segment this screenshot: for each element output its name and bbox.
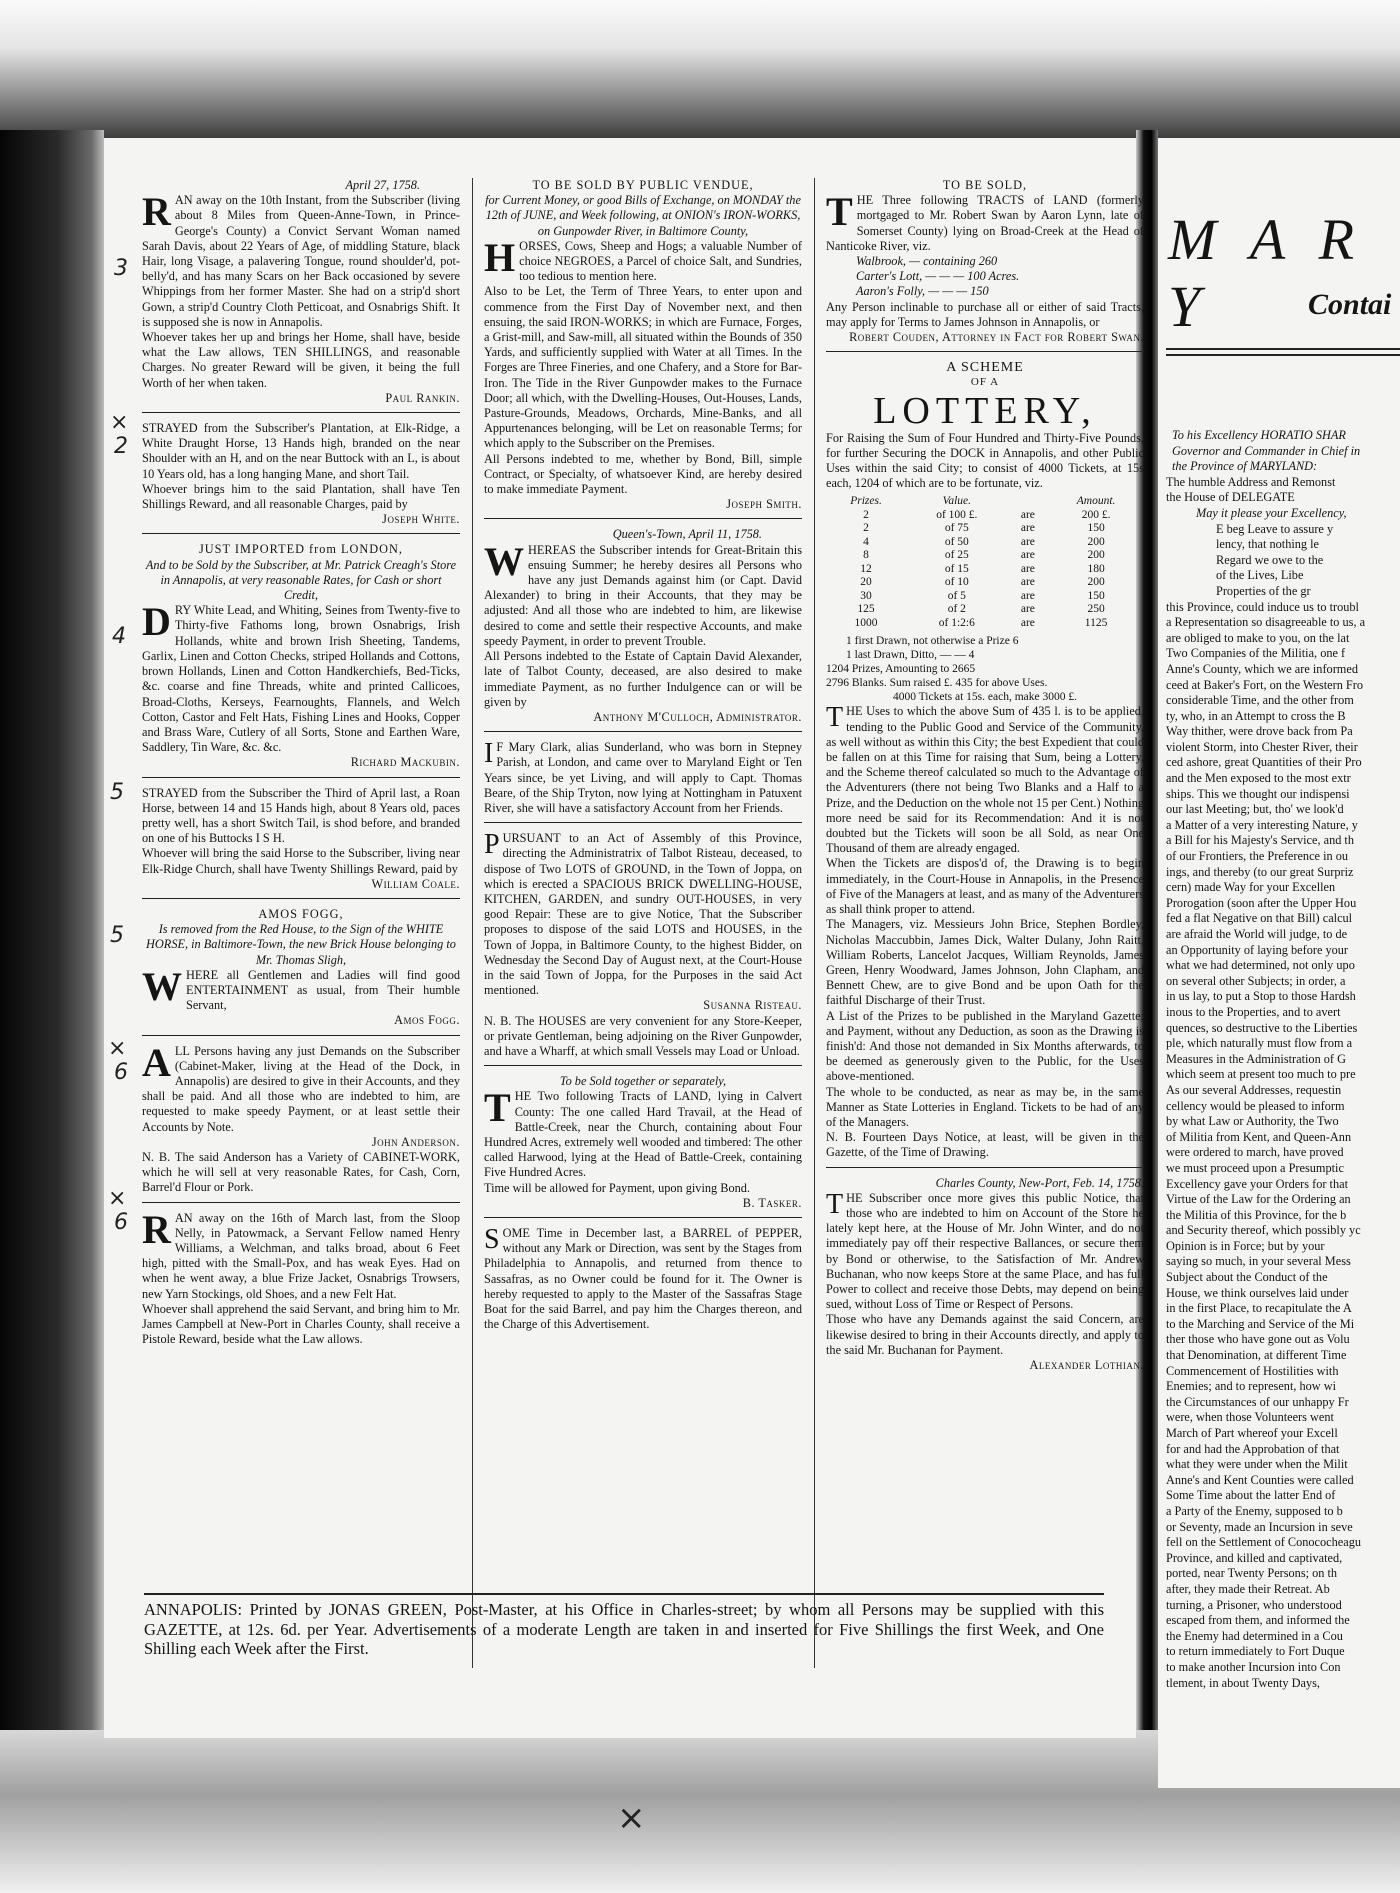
ad-headline: TO BE SOLD BY PUBLIC VENDUE, — [532, 178, 754, 192]
ad-body-2: Also to be Let, the Term of Three Years, to enter upon and commence from the First Day of November next, and then ensuing, the said IRON-WORKS; in which are Furnace, Forges, a Grist-mill, and Saw-mill, all situated within the Bounds of 350 Yards, and sufficiently supplied with Water at all Times. In the Forges are Three Fineries, and one Chafery, and a Store for Bar-Iron. The Tide in the River Gunpowder makes to the Furnace Door; all which, with the Dwelling-Houses, Out-Houses, Lands, Pasture-Grounds, Meadows, Orchards, Mine-Banks, and all Appurtenances belonging, will be Let on reasonable Terms; for which apply to the Subscriber on the Premises. — [484, 284, 802, 451]
address-line: Opinion is in Force; but by your — [1166, 1238, 1325, 1253]
ad-signature: Susanna Risteau. — [703, 998, 802, 1013]
prize-row — [826, 590, 1144, 604]
ad-body: HERE all Gentlemen and Ladies will find good ENTERTAINMENT as usual, from Their humble Servant, — [186, 967, 460, 1013]
address-line: an Opportunity of laying before your — [1166, 942, 1349, 957]
address-line: are afraid the World will judge, to de — [1166, 927, 1348, 941]
drop-initial: H — [484, 234, 516, 280]
address-line: Anne's and Kent Counties were called — [1166, 1472, 1354, 1487]
address-line: the Province of MARYLAND: — [1172, 459, 1318, 474]
ad-body: LL Persons having any just Demands on the Subscriber (Cabinet-Maker, living at the Head of the Dock, in Annapolis) are desired to give in their Accounts, and they shall be paid. And all those who are indebted to him, are requested to make speedy Payment, or at least settle their Accounts by Note. — [142, 1043, 460, 1134]
address-line: for and had the Approbation of that — [1166, 1441, 1340, 1456]
ad-signature: Robert Couden, Attorney in Fact for Robert Swan. — [849, 330, 1144, 345]
prize-cell: 150 — [1087, 589, 1105, 602]
address-line: lency, that nothing le — [1216, 537, 1320, 552]
ad-strayed-horse-white — [142, 419, 460, 534]
ad-subhead: for Current Money, or good Bills of Exchange, on MONDAY the 12th of JUNE, and Week following, at ONION's IRON-WORKS, on Gunpowder River, in Baltimore County, — [485, 193, 801, 238]
address-line: a Representation so disagreeable to us, a — [1166, 615, 1366, 630]
header-cell — [1008, 495, 1049, 509]
ad-body: RY White Lead, and Whiting, Seines from Twenty-five to Thirty-five Fathoms long, brown Osnabrigs, Irish Hollands, white and brown Irish Sheeting, Tandems, Garlix, Linen and Cotton Checks, striped Hollands and Cottons, brown Hollands, Linen and Cotton Handkerchiefs, Bed-Ticks, &c. coarse and fine Threads, white and printed Callicoes, Broad-Cloths, Kerseys, Fearnoughts, Flannels, and Welch Cotton, Castor and Felt Hats, Fishing Lines and Hooks, Copper and Brass Ware, Cutlery of all Sorts, Stone and Earthen Ware, Saddlery, Tin Ware, &c. &c. — [142, 603, 460, 755]
address-line: May it please your Excellency, — [1196, 505, 1347, 520]
ad-signature: William Coale. — [371, 876, 460, 891]
address-line: Two Companies of the Militia, one f — [1166, 646, 1346, 661]
address-line: and Security thereof, which possibly yc — [1166, 1223, 1361, 1238]
prize-cell: 200 £. — [1081, 508, 1111, 521]
address-line: ceed at Baker's Fort, on the Western Fro — [1166, 677, 1364, 692]
prize-cell: 1000 — [854, 616, 878, 629]
prize-cell: of 5 — [947, 589, 966, 602]
masthead-rule — [1166, 354, 1400, 356]
address-line: ced ashore, great Quantities of their Pro — [1166, 755, 1362, 770]
ad-headline: TO BE SOLD, — [942, 178, 1028, 192]
drop-initial: T — [826, 1188, 844, 1220]
lottery-heading-1: A SCHEME — [946, 360, 1024, 376]
prize-cell: of 50 — [944, 535, 969, 548]
ad-runaway-henry-williams — [142, 1206, 460, 1354]
address-line: this Province, could induce us to troubl — [1166, 599, 1359, 614]
ad-just-imported — [142, 540, 460, 777]
prize-cell: of 10 — [944, 576, 969, 589]
handwritten-mark: 6 — [114, 1060, 128, 1085]
address-line: to return immediately to Fort Duque — [1166, 1644, 1345, 1659]
address-line: Excellency gave your Orders for that — [1166, 1176, 1348, 1191]
address-line: cern) made Way for your Excellen — [1166, 880, 1336, 895]
address-line: our last Meeting; but, tho' we look'd — [1166, 802, 1344, 817]
masthead-subtitle: Contai — [1308, 288, 1392, 321]
address-line: The humble Address and Remonst — [1166, 474, 1336, 489]
prize-cell: are — [1020, 508, 1035, 521]
drop-initial: T — [826, 189, 853, 235]
lottery-nota-bene: N. B. Fourteen Days Notice, at least, will be given in the Gazette, of the Time of Drawing. — [826, 1130, 1144, 1160]
address-line: or Seventy, made an Incursion in seve — [1166, 1519, 1353, 1534]
handwritten-mark: 4 — [112, 624, 126, 649]
address-line: the Militia of this Province, for the b — [1166, 1207, 1347, 1222]
handwritten-mark: × — [108, 1036, 127, 1061]
prize-cell: of 1:2:6 — [938, 616, 975, 629]
column-1 — [142, 176, 460, 1359]
handwritten-mark: 5 — [110, 780, 124, 805]
address-line: we must proceed upon a Presumptic — [1166, 1160, 1344, 1175]
ad-body-2: All Persons indebted to the Estate of Captain David Alexander, late of Talbot County, deceased, are also desired to make immediate Payment, as no further Indulgence can or will be given by — [484, 649, 802, 709]
ad-body-2: Whoever takes her up and brings her Home, shall have, beside what the Law allows, TEN SHILLINGS, and reasonable Charges. No greater Reward will be given, it being the full Worth of her when taken. — [142, 330, 460, 390]
drop-initial: P — [484, 829, 500, 861]
drop-initial: R — [142, 189, 171, 235]
ad-body-2: Whoever brings him to the said Plantation, shall have Ten Shillings Reward, and all reasonable Charges, paid by — [142, 481, 460, 512]
column-rule — [814, 178, 815, 1668]
address-line: ported, near Twenty Persons; on th — [1166, 1566, 1338, 1581]
prize-cell: of 100 £. — [936, 508, 978, 521]
address-text — [1166, 428, 1400, 1691]
prize-cell: 20 — [860, 576, 872, 589]
prize-cell: 30 — [860, 589, 872, 602]
tickets-total: 4000 Tickets at 15s. each, make 3000 £. — [893, 691, 1077, 704]
prize-cell: 250 — [1087, 603, 1105, 616]
address-line: the Circumstances of our unhappy Fr — [1166, 1394, 1349, 1409]
address-line: fell on the Settlement of Conococheagu — [1166, 1535, 1361, 1550]
address-line: ships. This we thought our indispensi — [1166, 786, 1350, 801]
prize-cell: are — [1020, 616, 1035, 629]
drop-initial: A — [142, 1039, 171, 1085]
address-line: Way thither, were drove back from Pa — [1166, 724, 1353, 739]
address-line: the Enemy had determined in a Cou — [1166, 1628, 1343, 1643]
address-line: considerable Time, and the other from — [1166, 693, 1354, 708]
ad-headline: AMOS FOGG, — [258, 906, 344, 921]
drop-initial: W — [484, 538, 524, 584]
ad-subhead: And to be Sold by the Subscriber, at Mr. Patrick Creagh's Store in Annapolis, at very reasonable Rates, for Cash or short Credit, — [145, 557, 457, 603]
ad-signature: Paul Rankin. — [385, 390, 460, 405]
ad-body: HE Subscriber once more gives this public Notice, that those who are indebted to him on Account of the Store he lately kept here, at the House of Mr. John Winter, and do not immediately pay off their respective Ballances, or secure them by Bond or otherwise, to the Satisfaction of Mr. Andrew Buchanan, who now keeps Store at the same Place, and has full Power to collect and receive those Debts, may depend on being sued, without Loss of Time or Respect of Persons. — [826, 1190, 1144, 1312]
address-line: of the Lives, Libe — [1216, 568, 1304, 583]
address-line: Subject about the Conduct of the — [1166, 1270, 1328, 1285]
header-cell: Prizes. — [850, 495, 882, 508]
address-line: turning, a Prisoner, who understood — [1166, 1597, 1342, 1612]
address-line: after, they made their Retreat. Ab — [1166, 1581, 1330, 1596]
handwritten-mark: × — [110, 410, 129, 435]
prize-cell: of 75 — [944, 522, 969, 535]
prize-cell: 4 — [863, 535, 869, 548]
tract-line: Carter's Lott, — — — 100 Acres. — [856, 269, 1020, 284]
handwritten-mark: × — [108, 1186, 127, 1211]
prize-extra: 1 first Drawn, not otherwise a Prize 6 — [846, 635, 1019, 648]
prize-cell: 200 — [1087, 535, 1105, 548]
prize-cell: are — [1020, 576, 1035, 589]
masthead-rule — [1166, 348, 1400, 350]
address-line: Prorogation (soon after the Upper Hou — [1166, 895, 1357, 910]
column-3 — [826, 176, 1144, 1385]
address-line: that Denomination, at different Time — [1166, 1348, 1347, 1363]
prize-cell: are — [1020, 562, 1035, 575]
ad-signature: Joseph White. — [382, 512, 460, 527]
ad-signature: Richard Mackubin. — [350, 755, 460, 770]
prize-row — [826, 536, 1144, 550]
address-line: in us lay, to put a Stop to those Hardsh — [1166, 989, 1356, 1004]
address-line: in the first Place, to recapitulate the A — [1166, 1301, 1352, 1316]
masthead-title: M A R Y — [1168, 207, 1365, 339]
address-line: were ordered to march, have proved — [1166, 1145, 1344, 1160]
lottery-title: LOTTERY, — [873, 389, 1097, 432]
address-line: To his Excellency HORATIO SHAR — [1172, 428, 1346, 442]
ad-john-anderson — [142, 1039, 460, 1203]
ad-nota-bene: N. B. The said Anderson has a Variety of CABINET-WORK, which he will sell at very reasonable Rates, for Cash, Corn, Barrel'd Flour or Pork. — [142, 1149, 460, 1195]
address-line: inous to the Properties, and to avert — [1166, 1004, 1341, 1019]
ad-signature: John Anderson. — [371, 1134, 460, 1149]
address-line: of our Frontiers, the Preference in ou — [1166, 849, 1349, 864]
drop-initial: S — [484, 1224, 500, 1255]
column-2 — [484, 176, 802, 1344]
ad-tracts-of-land — [826, 176, 1144, 352]
printer-imprint: ANNAPOLIS: Printed by JONAS GREEN, Post-Master, at his Office in Charles-street; by whom all Persons may be supplied with this GAZETTE, at 12s. 6d. per Year. Advertisements of a moderate Length are taken in and inserted for Five Shillings the first Week, and One Shilling each Week after the First. — [144, 1600, 1104, 1658]
lottery-intro: For Raising the Sum of Four Hundred and Thirty-Five Pounds, for further Securing the DOCK in Annapolis, and other Public Uses within the said City; to consist of 4000 Tickets, at 15s each, 1204 of which are to be fortunate, viz. — [826, 430, 1144, 491]
ad-amos-fogg — [142, 905, 460, 1036]
address-line: escaped from them, and informed the — [1166, 1613, 1350, 1628]
handwritten-mark: 3 — [114, 256, 128, 281]
ad-b-tasker — [484, 1072, 802, 1218]
address-line: quences, so destructive to the Liberties — [1166, 1020, 1358, 1035]
address-line: what we had determined, not only upo — [1166, 958, 1355, 973]
ad-body: HE Two following Tracts of LAND, lying in Calvert County: The one called Hard Travail, at the Head of Battle-Creek, near the Church, containing about Four Hundred Acres, extremely well wooded and timbered: The other called Harwood, lying at the Head of Battle-Creek, containing Five Hundred Acres. — [484, 1089, 802, 1180]
address-line: Governor and Commander in Chief in — [1172, 443, 1361, 458]
address-line: the House of DELEGATE — [1166, 490, 1295, 505]
address-line: ty, who, in an Attempt to cross the B — [1166, 708, 1346, 723]
tract-line: Aaron's Folly, — — — 150 — [856, 284, 989, 299]
ad-public-vendue — [484, 176, 802, 519]
lottery-body-3: The Managers, viz. Messieurs John Brice, Stephen Bordley, Nicholas Maccubbin, James Dick, Walter Dulany, John Raitt, William Roberts, Lancelot Jacques, William Reynolds, James Green, Henry Woodward, James Johnson, John Clapham, and Bennett Chew, are to give Bond and be upon Oath for the faithful Discharge of their Trust. — [826, 917, 1144, 1008]
ad-subhead: Is removed from the Red House, to the Sign of the WHITE HORSE, in Baltimore-Town, the new Brick House belonging to Mr. Thomas Sligh, — [146, 922, 456, 967]
address-line: cellency would be pleased to inform — [1166, 1098, 1345, 1113]
prize-rows — [826, 509, 1144, 631]
prize-cell: 8 — [863, 549, 869, 562]
address-line: E beg Leave to assure y — [1216, 521, 1334, 536]
ad-body: F Mary Clark, alias Sunderland, who was born in Stepney Parish, at London, and came over to Maryland Eight or Ten Years since, be yet Living, and will apply to Capt. Thomas Beare, of the Ship Tryton, now lying at Nottingham in Patuxent River, she will have a satisfactory Account from her Friends. — [484, 740, 802, 815]
address-line: on several other Subjects; in order, a — [1166, 973, 1346, 988]
lottery-body-5: The whole to be conducted, as near as may be, in the same Manner as State Lotteries in England. Tickets to be had of any of the Managers. — [826, 1084, 1144, 1129]
address-line: ple, which naturally must flow from a — [1166, 1036, 1353, 1051]
ad-headline: To be Sold together or separately, — [559, 1074, 727, 1089]
address-line: ings, and thereby (to our great Surpriz — [1166, 864, 1354, 879]
prize-row — [826, 603, 1144, 617]
ad-body: HE Three following TRACTS of LAND (formerly mortgaged to Mr. Robert Swan by Aaron Lynn, late of Somerset County) lying on Broad-Creek at the Head of Nanticoke River, viz. — [826, 193, 1144, 253]
ad-body-2: Time will be allowed for Payment, upon giving Bond. — [484, 1180, 750, 1195]
drop-initial: I — [484, 738, 494, 770]
prize-cell: are — [1020, 603, 1035, 616]
ad-mary-clark — [484, 738, 802, 823]
address-line: Enemies; and to represent, how wi — [1166, 1379, 1337, 1394]
ad-runaway-sarah-davis — [142, 176, 460, 413]
address-line: saying so much, in your several Mess — [1166, 1254, 1351, 1269]
prize-cell: 2 — [863, 522, 869, 535]
address-line: and the Men exposed to the most extr — [1166, 771, 1351, 786]
address-line: Measures in the Administration of G — [1166, 1051, 1346, 1066]
prize-cell: 200 — [1087, 576, 1105, 589]
handwritten-mark: × — [617, 1798, 646, 1838]
blank-total: 2796 Blanks. Sum raised £. 435 for above Uses. — [826, 677, 1048, 690]
address-line: violent Storm, into Chester River, their — [1166, 739, 1358, 754]
prize-cell: are — [1020, 535, 1035, 548]
book-spine — [0, 130, 104, 1760]
ad-body-2: Whoever will bring the said Horse to the Subscriber, living near Elk-Ridge Church, shall have Twenty Shillings Reward, paid by — [142, 846, 460, 876]
ad-headline: JUST IMPORTED from LONDON, — [198, 542, 404, 557]
prize-row — [826, 509, 1144, 523]
prize-total: 1204 Prizes, Amounting to 2665 — [826, 663, 976, 676]
address-line: Commencement of Hostilities with — [1166, 1363, 1339, 1378]
ad-signature: Joseph Smith. — [726, 497, 802, 512]
prize-cell: are — [1020, 589, 1035, 602]
ad-nota-bene: N. B. The HOUSES are very convenient for any Store-Keeper, or private Gentleman, being adjoining on the River Gunpowder, and have a Wharff, at which small Vessels may Load or Unload. — [484, 1013, 802, 1058]
address-line: ther those who have gone out as Volu — [1166, 1332, 1350, 1347]
address-line: a Bill for his Majesty's Service, and th — [1166, 833, 1355, 848]
prize-cell: 200 — [1087, 549, 1105, 562]
ad-signature: Anthony M'Culloch, Administrator. — [593, 709, 802, 724]
ad-body: AN away on the 10th Instant, from the Subscriber (living about 8 Miles from Queen-Anne-Town, in Prince-George's County) a Convict Servant Woman named Sarah Davis, about 22 Years of Age, of middling Stature, black Hair, long Visage, a palavering Tongue, round shoulder'd, pot-belly'd, and has many Scars on her Back occasioned by severe Whippings from her former Master. She had on a strip'd short Gown, a strip'd Country Cloth Petticoat, and Osnabrigs Shift. It is supposed she is now in Annapolis. — [142, 193, 460, 329]
handwritten-mark: 6 — [114, 1210, 128, 1235]
prize-cell: 150 — [1087, 522, 1105, 535]
address-line: Regard we owe to the — [1216, 552, 1324, 567]
address-line: As our several Addresses, requestin — [1166, 1082, 1342, 1097]
address-line: Anne's County, which we are informed — [1166, 661, 1358, 676]
address-line: Some Time about the latter End of — [1166, 1488, 1336, 1503]
prize-cell: of 2 — [947, 603, 966, 616]
ad-alexander-lothian — [826, 1174, 1144, 1380]
handwritten-mark: 2 — [114, 434, 128, 459]
drop-initial: T — [484, 1085, 511, 1131]
prize-cell: 12 — [860, 562, 872, 575]
drop-initial: W — [142, 963, 182, 1009]
drop-initial: D — [142, 599, 171, 645]
address-line: fed a flat Negative on that Bill) calcul — [1166, 911, 1353, 926]
prize-table-header — [826, 495, 1144, 509]
prize-cell: are — [1020, 522, 1035, 535]
ad-body-3: All Persons indebted to me, whether by Bond, Bill, simple Contract, or Specialty, of whatsoever Kind, are hereby desired to make immediate Payment. — [484, 451, 802, 497]
handwritten-mark: 5 — [110, 923, 124, 948]
ad-body: STRAYED from the Subscriber's Plantation, at Elk-Ridge, a White Draught Horse, 13 Hands high, branded on the near Shoulder with an H, and on the near Buttock with an L, is about 10 Years old, has a long hanging Mane, and short Tail. — [142, 421, 460, 481]
prize-cell: are — [1020, 549, 1035, 562]
address-line: what they were under when the Milit — [1166, 1457, 1348, 1472]
address-line: House, we think ourselves laid under — [1166, 1285, 1349, 1300]
address-line: to make another Incursion into Con — [1166, 1659, 1341, 1674]
lottery-body-4: A List of the Prizes to be published in the Maryland Gazette; and Payment, without any Deduction, as soon as the Drawing is finish'd: And those not demanded in Six Months afterwards, to be deemed as generously given to the Public, for the Uses above-mentioned. — [826, 1008, 1144, 1084]
ad-date: April 27, 1758. — [345, 178, 420, 192]
prize-row — [826, 576, 1144, 590]
prize-table — [826, 495, 1144, 630]
imprint-rule — [144, 1593, 1104, 1595]
ad-body: AN away on the 16th of March last, from the Sloop Nelly, in Patowmack, a Servant Fellow named Henry Williams, a Welchman, and talks broad, about 6 Feet high, pitted with the Small-Pox, and has weak Eyes. Had on when he went away, a blue Frize Jacket, Osnabrigs Trowsers, new Yarn Stockings, old Shoes, and a new Felt Hat. — [142, 1210, 460, 1301]
address-line: a Party of the Enemy, supposed to b — [1166, 1503, 1343, 1518]
address-line: Province, and killed and captivated, — [1166, 1550, 1343, 1565]
ad-body: ORSES, Cows, Sheep and Hogs; a valuable Number of choice NEGROES, a Parcel of choice Salt, and Sundries, too tedious to mention here. — [519, 238, 802, 284]
prize-extra: 1 last Drawn, Ditto, — — 4 — [846, 649, 975, 662]
lottery-body: HE Uses to which the above Sum of 435 l. is to be applied, tending to the Public Good and Service of the Community, as well without as within this City; the best Expedient that could be fallen on at this Time for raising that Sum, being a Lottery, and the Scheme thereof calculated so much to the Advantage of the Adventurers (there not being Two Blanks and a Half to a Prize, and the Deduction on the whole not 15 per Cent.) Nothing more need be said for its Recommendation: And it is not doubted but the Tickets will soon be all Sold, as near One Thousand of them are already engaged. — [826, 704, 1144, 856]
ad-signature: Amos Fogg. — [394, 1013, 460, 1028]
address-line: were, when those Volunteers went — [1166, 1410, 1334, 1425]
address-line: are obliged to make to you, on the lat — [1166, 630, 1350, 645]
prize-cell: 125 — [857, 603, 875, 616]
ad-body: URSUANT to an Act of Assembly of this Province, directing the Administratrix of Talbot Risteau, deceased, to dispose of Two LOTS of GROUND, in the Town of Joppa, on which is erected a SPACIOUS BRICK DWELLING-HOUSE, KITCHEN, GARDEN, and sundry OUT-HOUSES, in very good Repair: These are to give Notice, That the Subscriber proposes to dispose of the said LOTS and HOUSES, in the Town of Joppa, in Baltimore County, to the highest Bidder, on Wednesday the Second Day of August next, at the Court-House in the said Town of Joppa, for the Purposes in the said Act mentioned. — [484, 831, 802, 998]
prize-cell: 2 — [863, 508, 869, 521]
ad-signature: B. Tasker. — [742, 1195, 802, 1210]
ad-body: OME Time in December last, a BARREL of PEPPER, without any Mark or Direction, was sent by the Stages from Philadelphia to Annapolis, and returned from thence to Sassafras, as no Owner could be found for it. The Owner is hereby requested to apply to the Master of the Sassafras Stage Boat for the said Barrel, and pay him the Charges thereon, and the Charge of this Advertisement. — [484, 1226, 802, 1332]
prize-row — [826, 522, 1144, 536]
address-line: to the Marching and Service of the Mi — [1166, 1316, 1355, 1331]
ad-body-2: Any Person inclinable to purchase all or either of said Tracts, may apply for Terms to James Johnson in Annapolis, or — [826, 299, 1144, 329]
address-line: Virtue of the Law for the Ordering an — [1166, 1192, 1351, 1207]
ad-body-2: Whoever shall apprehend the said Servant, and bring him to Mr. James Campbell at New-Port in Charles County, shall receive a Pistole Reward, beside what the Law allows. — [142, 1301, 460, 1347]
facing-page — [1158, 138, 1400, 1788]
lottery-scheme — [826, 358, 1144, 1167]
prize-row — [826, 549, 1144, 563]
ad-strayed-roan-horse — [142, 784, 460, 899]
ad-date: Queen's-Town, April 11, 1758. — [612, 527, 762, 542]
lottery-heading-2: OF A — [970, 376, 1000, 389]
ad-barrel-of-pepper — [484, 1224, 802, 1338]
lottery-body-2: When the Tickets are dispos'd of, the Drawing is to begin immediately, in the Court-House in Annapolis, in the Presence of Five of the Managers at least, and as many of the Adventurers as shall think proper to attend. — [826, 856, 1144, 917]
address-line: by what Law or Authority, the Two — [1166, 1114, 1339, 1129]
ad-date: Charles County, New-Port, Feb. 14, 1758. — [935, 1175, 1144, 1190]
prize-cell: of 15 — [944, 562, 969, 575]
prize-cell: of 25 — [944, 549, 969, 562]
prize-cell: 180 — [1087, 562, 1105, 575]
header-cell: Value. — [942, 495, 972, 508]
ad-body-2: Those who have any Demands against the said Concern, are likewise desired to bring in their Accounts directly, and apply to the said Mr. Buchanan for Payment. — [826, 1312, 1144, 1357]
ad-susanna-risteau — [484, 829, 802, 1066]
address-line: of Militia from Kent, and Queen-Ann — [1166, 1129, 1352, 1144]
ad-body: HEREAS the Subscriber intends for Great-Britain this ensuing Summer; he hereby desires all Persons who have any just Demands against him (or Capt. David Alexander) to bring in their Accounts, that they may be adjusted: And all those who are indebted to him, are likewise desired to come and settle their respective Accounts, and make speedy Payment, in order to prevent Trouble. — [484, 542, 802, 648]
address-line: a Matter of a very interesting Nature, y — [1166, 817, 1358, 832]
tract-line: Walbrook, — containing 260 — [856, 254, 998, 269]
ad-anthony-mcculloch — [484, 525, 802, 732]
address-line: which seem at present too much to pre — [1166, 1067, 1356, 1082]
header-cell: Amount. — [1076, 495, 1116, 508]
prize-cell: 1125 — [1084, 616, 1108, 629]
drop-initial: R — [142, 1206, 171, 1252]
column-rule — [472, 178, 473, 1668]
newspaper-page — [104, 138, 1144, 1838]
address-line: tlement, in about Twenty Days, — [1166, 1675, 1320, 1690]
prize-row — [826, 563, 1144, 577]
scan-top-margin — [0, 0, 1400, 140]
address-line: Properties of the gr — [1216, 583, 1311, 598]
address-line: March of Part whereof your Excell — [1166, 1426, 1338, 1440]
drop-initial: T — [826, 702, 844, 734]
ad-body: STRAYED from the Subscriber the Third of April last, a Roan Horse, between 14 and 15 Hands high, about 8 Years old, paces pretty well, has a short Switch Tail, is shod before, and branded on one of his Buttocks I S H. — [142, 785, 460, 846]
prize-row — [826, 617, 1144, 631]
ad-signature: Alexander Lothian. — [1029, 1357, 1144, 1372]
